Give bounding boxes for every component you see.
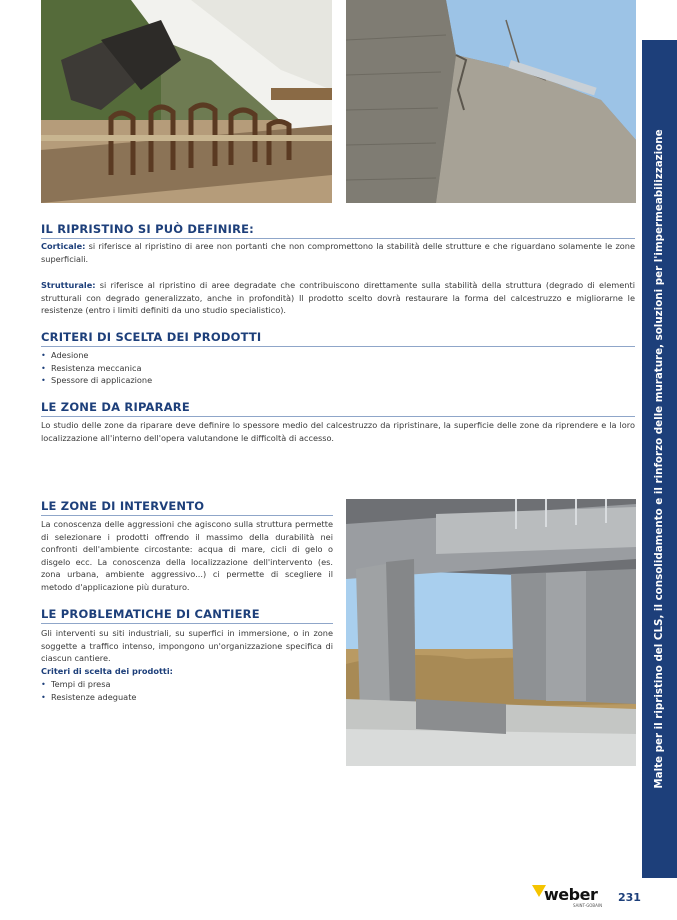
list-item: • Spessore di applicazione xyxy=(41,374,152,387)
heading-criteri: CRITERI DI SCELTA DEI PRODOTTI xyxy=(41,330,635,347)
paragraph-zone-intervento: La conoscenza delle aggressioni che agiscono sulla struttura permette di selezionare i prodotti offrendo il massimo della durabilità nei confronti dell'ambiente circostante: acqua di mare, cicli di gelo o disgelo ecc. La conoscenza della localizzazione dell'intervento (es. zona urbana, ambiente aggressivo...) ci permette di scegliere il metodo d'applicazione più duraturo. xyxy=(41,519,333,592)
photo-worker-rebar xyxy=(41,0,332,203)
list-item: • Adesione xyxy=(41,349,152,362)
photo-bridge-pillars xyxy=(346,499,636,766)
page-number: 231 xyxy=(618,891,641,904)
photo-concrete-damage xyxy=(346,0,636,203)
heading-problematiche: LE PROBLEMATICHE DI CANTIERE xyxy=(41,607,333,624)
criteri-list xyxy=(41,349,152,387)
logo-sub: SAINT-GOBAIN xyxy=(573,903,603,908)
sidebar-title: Malte per il ripristino del CLS, il consolidamento e il rinforzo delle murature, soluzioni per l'impermeabilizzazione xyxy=(653,129,665,789)
list-item: • Tempi di presa xyxy=(41,678,136,691)
text-corticale: si riferisce al ripristino di aree non portanti che non compromettono la stabilità delle strutture e che riguardano solamente le zone superficiali. xyxy=(41,241,635,264)
paragraph-strutturale xyxy=(41,279,635,317)
subheading-criteri-scelta: Criteri di scelta dei prodotti: xyxy=(41,666,173,676)
heading-zone-riparare: LE ZONE DA RIPARARE xyxy=(41,400,635,417)
term-corticale: Corticale: xyxy=(41,241,86,251)
cantiere-list xyxy=(41,678,136,703)
logo-brand: weber xyxy=(544,885,598,904)
heading-ripristino: IL RIPRISTINO SI PUÒ DEFINIRE: xyxy=(41,222,635,239)
list-item: • Resistenze adeguate xyxy=(41,691,136,704)
list-item: • Resistenza meccanica xyxy=(41,362,152,375)
text-strutturale: si riferisce al ripristino di aree degradate che contribuiscono direttamente sulla stabilità della struttura (degrado di elementi strutturali con degrado generalizzato, anche in profondità) Il prodotto scelto dovrà restaurare la forma del calcestruzzo e migliorarne le resistenze (entro i limiti definiti da uno studio specialistico). xyxy=(41,280,635,316)
paragraph-problematiche: Gli interventi su siti industriali, su superfici in immersione, o in zone soggette a traffico intenso, impongono un'organizzazione specifica di ciascun cantiere. xyxy=(41,628,333,664)
paragraph-corticale xyxy=(41,240,635,265)
term-strutturale: Strutturale: xyxy=(41,280,96,290)
heading-zone-intervento: LE ZONE DI INTERVENTO xyxy=(41,499,333,516)
paragraph-zone-riparare: Lo studio delle zone da riparare deve definire lo spessore medio del calcestruzzo da ripristinare, la superficie delle zone da riprendere e la loro localizzazione all'interno dell'opera valutandone le difficoltà di accesso. xyxy=(41,420,635,443)
